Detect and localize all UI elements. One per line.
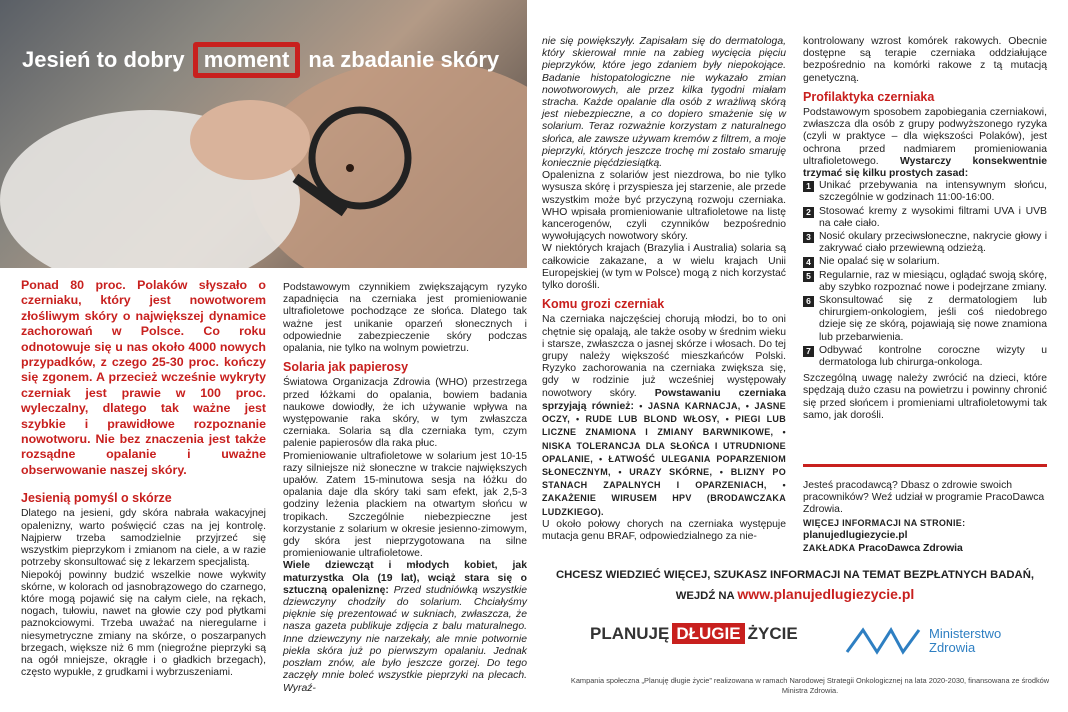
ministry-line-1: Ministerstwo — [929, 626, 1002, 641]
heading-risk: Komu grozi czerniak — [542, 297, 665, 312]
footer-url-link[interactable]: www.planujedlugiezycie.pl — [737, 586, 915, 602]
column-1 — [21, 278, 266, 679]
col3-paragraph-4 — [542, 314, 786, 518]
promo-url[interactable]: planujedlugiezycie.pl — [803, 529, 908, 541]
tip-item — [803, 270, 1047, 294]
tip-text: Nosić okulary przeciwsłoneczne, nakrycie głowy i zakrywać ciało przewiewną odzieżą. — [819, 231, 1047, 255]
footer-question — [540, 566, 1050, 606]
tip-item — [803, 231, 1047, 255]
col2-paragraph-4 — [283, 560, 527, 694]
hero-title-after: na zbadanie skóry — [308, 47, 500, 72]
tip-number: 4 — [803, 257, 814, 268]
logo-left-text: PLANUJĘ — [590, 624, 670, 643]
tip-number: 3 — [803, 232, 814, 243]
ministry-name — [929, 627, 1001, 655]
risk-factors-intro: Powstawaniu czerniaka sprzyjają również: — [542, 387, 786, 412]
heading-solaria: Solaria jak papierosy — [283, 360, 409, 375]
prevention-rules-intro: Wystarczy konsekwentnie trzymać się kilku prostych zasad: — [803, 155, 1047, 180]
col4-paragraph-2 — [803, 107, 1047, 180]
hero-title-boxed: moment — [193, 42, 301, 78]
quote-intro: Wiele dziewcząt i młodych kobiet, jak maturzystka Ola (19 lat), wciąż stara się o sztuczną opaleniznę: — [283, 560, 527, 596]
column-3 — [542, 36, 786, 543]
planuje-dlugie-zycie-logo — [590, 624, 798, 644]
tip-text: Stosować kremy z wysokimi filtrami UVA i UVB na całe ciało. — [819, 205, 1047, 229]
col3-paragraph-3: W niektórych krajach (Brazylia i Australia) solaria są całkowicie zakazane, a w wielu krajach Unii Europejskiej (w tym w Polsce) mogą z nich korzystać tylko dorośli. — [542, 243, 786, 292]
promo-more-label: WIĘCEJ INFORMACJI NA STRONIE: — [803, 517, 966, 528]
employer-promo — [803, 480, 1047, 555]
col1-paragraph-2: Niepokój powinny budzić wszelkie nowe wykwity skórne, w kolorach od jasnobrązowego do czarnego, które mogą pojawić się na całym ciele, na rękach, nogach, tułowiu, nawet na głowie czy pod płytkami paznokciowymi. Trzeba uważać na nieregularne i niesymetryczne zmiany na skórze, o poszarpanych brzegach, większe niż 6 mm (niegroźne pieprzyki są na ogół mniejsze, okrągłe i o gładkich brzegach), często wypukłe, z grudkami i wybrzuszeniami. — [21, 569, 266, 679]
col3-paragraph-5: U około połowy chorych na czerniaka występuje mutacja genu BRAF, odpowiedzialnego za nie- — [542, 518, 786, 542]
col1-paragraph-1: Dlatego na jesieni, gdy skóra nabrała wakacyjnej opalenizny, warto poświęcić czas na jej kontrolę. Najpierw trzeba samodzielnie przyjrzeć się wszystkim pieprzykom i zmianom na ciele, a w razie potrzeby skonsultować się z lekarzem specjalistą. — [21, 508, 266, 569]
footer-question-text: CHCESZ WIEDZIEĆ WIĘCEJ, SZUKASZ INFORMACJI NA TEMAT BEZPŁATNYCH BADAŃ, — [555, 569, 1035, 581]
prevention-text: Podstawowym sposobem zapobiegania czerniakowi, zwłaszcza dla osób z grupy podwyższonego ryzyka (czyli w praktyce – dla większości Polaków), jest ochrona przed nadmiarem promieniowania ultrafioletowego. — [803, 107, 1047, 167]
promo-tab-label: ZAKŁADKA — [803, 543, 856, 554]
col2-paragraph-3: Promieniowanie ultrafioletowe w solarium jest 10-15 razy silniejsze niż słoneczne w trakcie największych upałów. Zatem 15-minutowa sesja na łóżku do opalania daje dla skóry taki sam efekt, jak 2,5-3 godziny leżenia plackiem na otwartym słońcu w tropikach. Szczególnie niebezpieczne jest korzystanie z solarium w okresie jesienno-zimowym, gdy skóra jest nieprzygotowana na silne promieniowanie ultrafioletowe. — [283, 450, 527, 560]
promo-tab: PracoDawca Zdrowia — [858, 543, 963, 555]
tip-number: 2 — [803, 207, 814, 218]
campaign-credit: Kampania społeczna „Planuję długie życie” realizowana w ramach Narodowej Strategii Onkologicznej na lata 2020-2030, finansowana ze środków Ministra Zdrowia. — [570, 676, 1050, 695]
tip-item — [803, 256, 1047, 268]
tip-number: 1 — [803, 181, 814, 192]
tip-number: 7 — [803, 346, 814, 357]
tip-item — [803, 295, 1047, 344]
hero-title — [22, 42, 499, 78]
hero-title-before: Jesień to dobry — [22, 47, 185, 72]
tip-text: Regularnie, raz w miesiącu, oglądać swoją skórę, aby szybko rozpoznać nowe i podejrzane zmiany. — [819, 269, 1047, 293]
dermatologist-photo — [0, 0, 527, 268]
tip-text: Odbywać kontrolne coroczne wizyty u dermatologa lub chirurga-onkologa. — [819, 344, 1047, 369]
tip-text: Nie opalać się w solarium. — [819, 256, 940, 268]
col4-paragraph-3: Szczególną uwagę należy zwrócić na dzieci, które spędzają dużo czasu na powietrzu i powinny chronić się przed słońcem i promieniami ultrafioletowymi tak samo, jak dorośli. — [803, 373, 1047, 421]
heading-prevention: Profilaktyka czerniaka — [803, 89, 935, 104]
logo-right-text: ŻYCIE — [747, 624, 798, 643]
hero-image — [0, 0, 527, 268]
quote-text: Przed studniówką wszystkie dziewczyny chodziły do solarium. Chciałyśmy pięknie się prezentować w sukniach, zwłaszcza, że nasza gazeta publikuje zdjęcia z balu maturalnego. Inne dziewczyny nie narzekały, ale mnie potwornie piekła skóra już po pierwszym opalaniu. Jednak poszłam znów, ale było jeszcze gorzej. Do tego zaczęły mnie boleć wszystkie pieprzyki na plecach. Wyraź- — [283, 584, 528, 694]
col3-paragraph-2: Opalenizna z solariów jest niezdrowa, bo nie tylko wysusza skórę i przyspiesza jej starzenie, ale przede wszystkim może być przyczyną rozwoju czerniaka. WHO wpisała promieniowanie ultrafioletowe na listę kancerogenów, czyli czynników bezpośrednio wywołujących nowotwory skóry. — [542, 170, 786, 243]
footer-goto: WEJDŹ NA — [675, 590, 735, 602]
ministry-logo-icon — [845, 624, 925, 656]
tip-item — [803, 180, 1047, 204]
column-2 — [283, 282, 527, 695]
tip-text: Skonsultować się z dermatologiem lub chirurgiem-onkologiem, jeśli coś niedobrego dzieje się ze skórą, pojawiają się nowe znamiona lub przebarwienia. — [819, 295, 1047, 343]
column-4 — [803, 36, 1047, 422]
risk-intro: Na czerniaka najczęściej chorują młodzi, bo to oni chętnie się opalają, ale także osoby w średnim wieku i starsze, zwłaszcza o jasnej skórze i włosach. Do tej grupy należy większość mieszkańców Polski. Ryzyko zachorowania na czerniaka zwiększa się, gdy w rodzinie już wcześniej występowały nowotwory skóry. — [542, 314, 786, 399]
col2-paragraph-1: Podstawowym czynnikiem zwiększającym ryzyko zapadnięcia na czerniaka jest promieniowanie ultrafioletowe pochodzące ze słońca. Dlatego tak ważne jest unikanie oparzeń słonecznych i odpowiednie zabezpieczenie skóry podczas opalania, nie tylko na wolnym powietrzu. — [283, 282, 527, 355]
tip-number: 6 — [803, 296, 814, 307]
col2-paragraph-2: Światowa Organizacja Zdrowia (WHO) przestrzega przed łóżkami do opalania, bowiem badania naukowe dowiodły, że ich używanie wpływa na występowanie raka skóry, w tym zwłaszcza czerniaka. Solaria są dla czerniaka tym, czym palenie papierosów dla raka płuc. — [283, 377, 527, 450]
lead-paragraph: Ponad 80 proc. Polaków słyszało o czerniaku, który jest nowotworem złośliwym skóry o największej dynamice zachorowań w Polsce. Co roku odnotowuje się u nas około 4000 nowych przypadków, z czego 25-30 proc. kończy się zgonem. A przecież wcześnie wykryty czerniak jest prawie w 100 proc. wyleczalny, dlatego tak ważne jest szybkie i prawidłowe rozpoznanie nowotworu. Nie bez znaczenia jest także rozsądne opalanie i uważne obserwowanie naszej skóry. — [21, 278, 266, 477]
logo-mid-text: DŁUGIE — [672, 623, 744, 644]
tip-number: 5 — [803, 271, 814, 282]
promo-text: Jesteś pracodawcą? Dbasz o zdrowie swoich pracowników? Weź udział w programie PracoDawca Zdrowia. — [803, 480, 1045, 516]
risk-factors-list: • JASNA KARNACJA, • JASNE OCZY, • RUDE LUB BLOND WŁOSY, • PIEGI LUB LICZNE ZNAMIONA I ZMIANY BARWNIKOWE, • NISKA TOLERANCJA DLA SŁOŃCA I UTRUDNIONE OPALANIE, • ŁATWOŚĆ ULEGANIA POPARZENIOM SŁONECZNYM, • URAZY SKÓRNE, • BLIZNY PO STANACH ZAPALNYCH I OPARZENIACH, • ZAKAŻENIE WIRUSEM HPV (BRODAWCZAKA LUDZKIEGO). — [542, 400, 786, 517]
ministry-line-2: Zdrowia — [929, 640, 976, 655]
divider-line — [803, 464, 1047, 467]
col3-quote-continued: nie się powiększyły. Zapisałam się do dermatologa, który skierował mnie na zabieg wycięcia pięciu pieprzyków, które jego zdaniem były niepokojące. Badanie histopatologiczne nie wykazało zmian nowotworowych, ale przez kilka tygodni miałam stracha. Każde opalanie dla osób z wrażliwą skórą jest niebezpieczne, a co dopiero smażenie się w solarium. Teraz rozważnie korzystam z naturalnego słońca, ale zawsze używam kremów z filtrem, a moje pieprzyki, których jeszcze trochę mi zostało smaruję koniecznie pięćdziesiątką. — [542, 36, 786, 170]
col4-paragraph-1: kontrolowany wzrost komórek rakowych. Obecnie dostępne są terapie czerniaka oddziałujące bezpośrednio na komórki rakowe z tą mutacją genetyczną. — [803, 36, 1047, 84]
prevention-tips — [803, 180, 1047, 369]
tip-item — [803, 206, 1047, 230]
heading-autumn: Jesienią pomyśl o skórze — [21, 491, 172, 506]
tip-text: Unikać przebywania na intensywnym słońcu, szczególnie w godzinach 11:00-16:00. — [819, 180, 1047, 204]
tip-item — [803, 345, 1047, 369]
